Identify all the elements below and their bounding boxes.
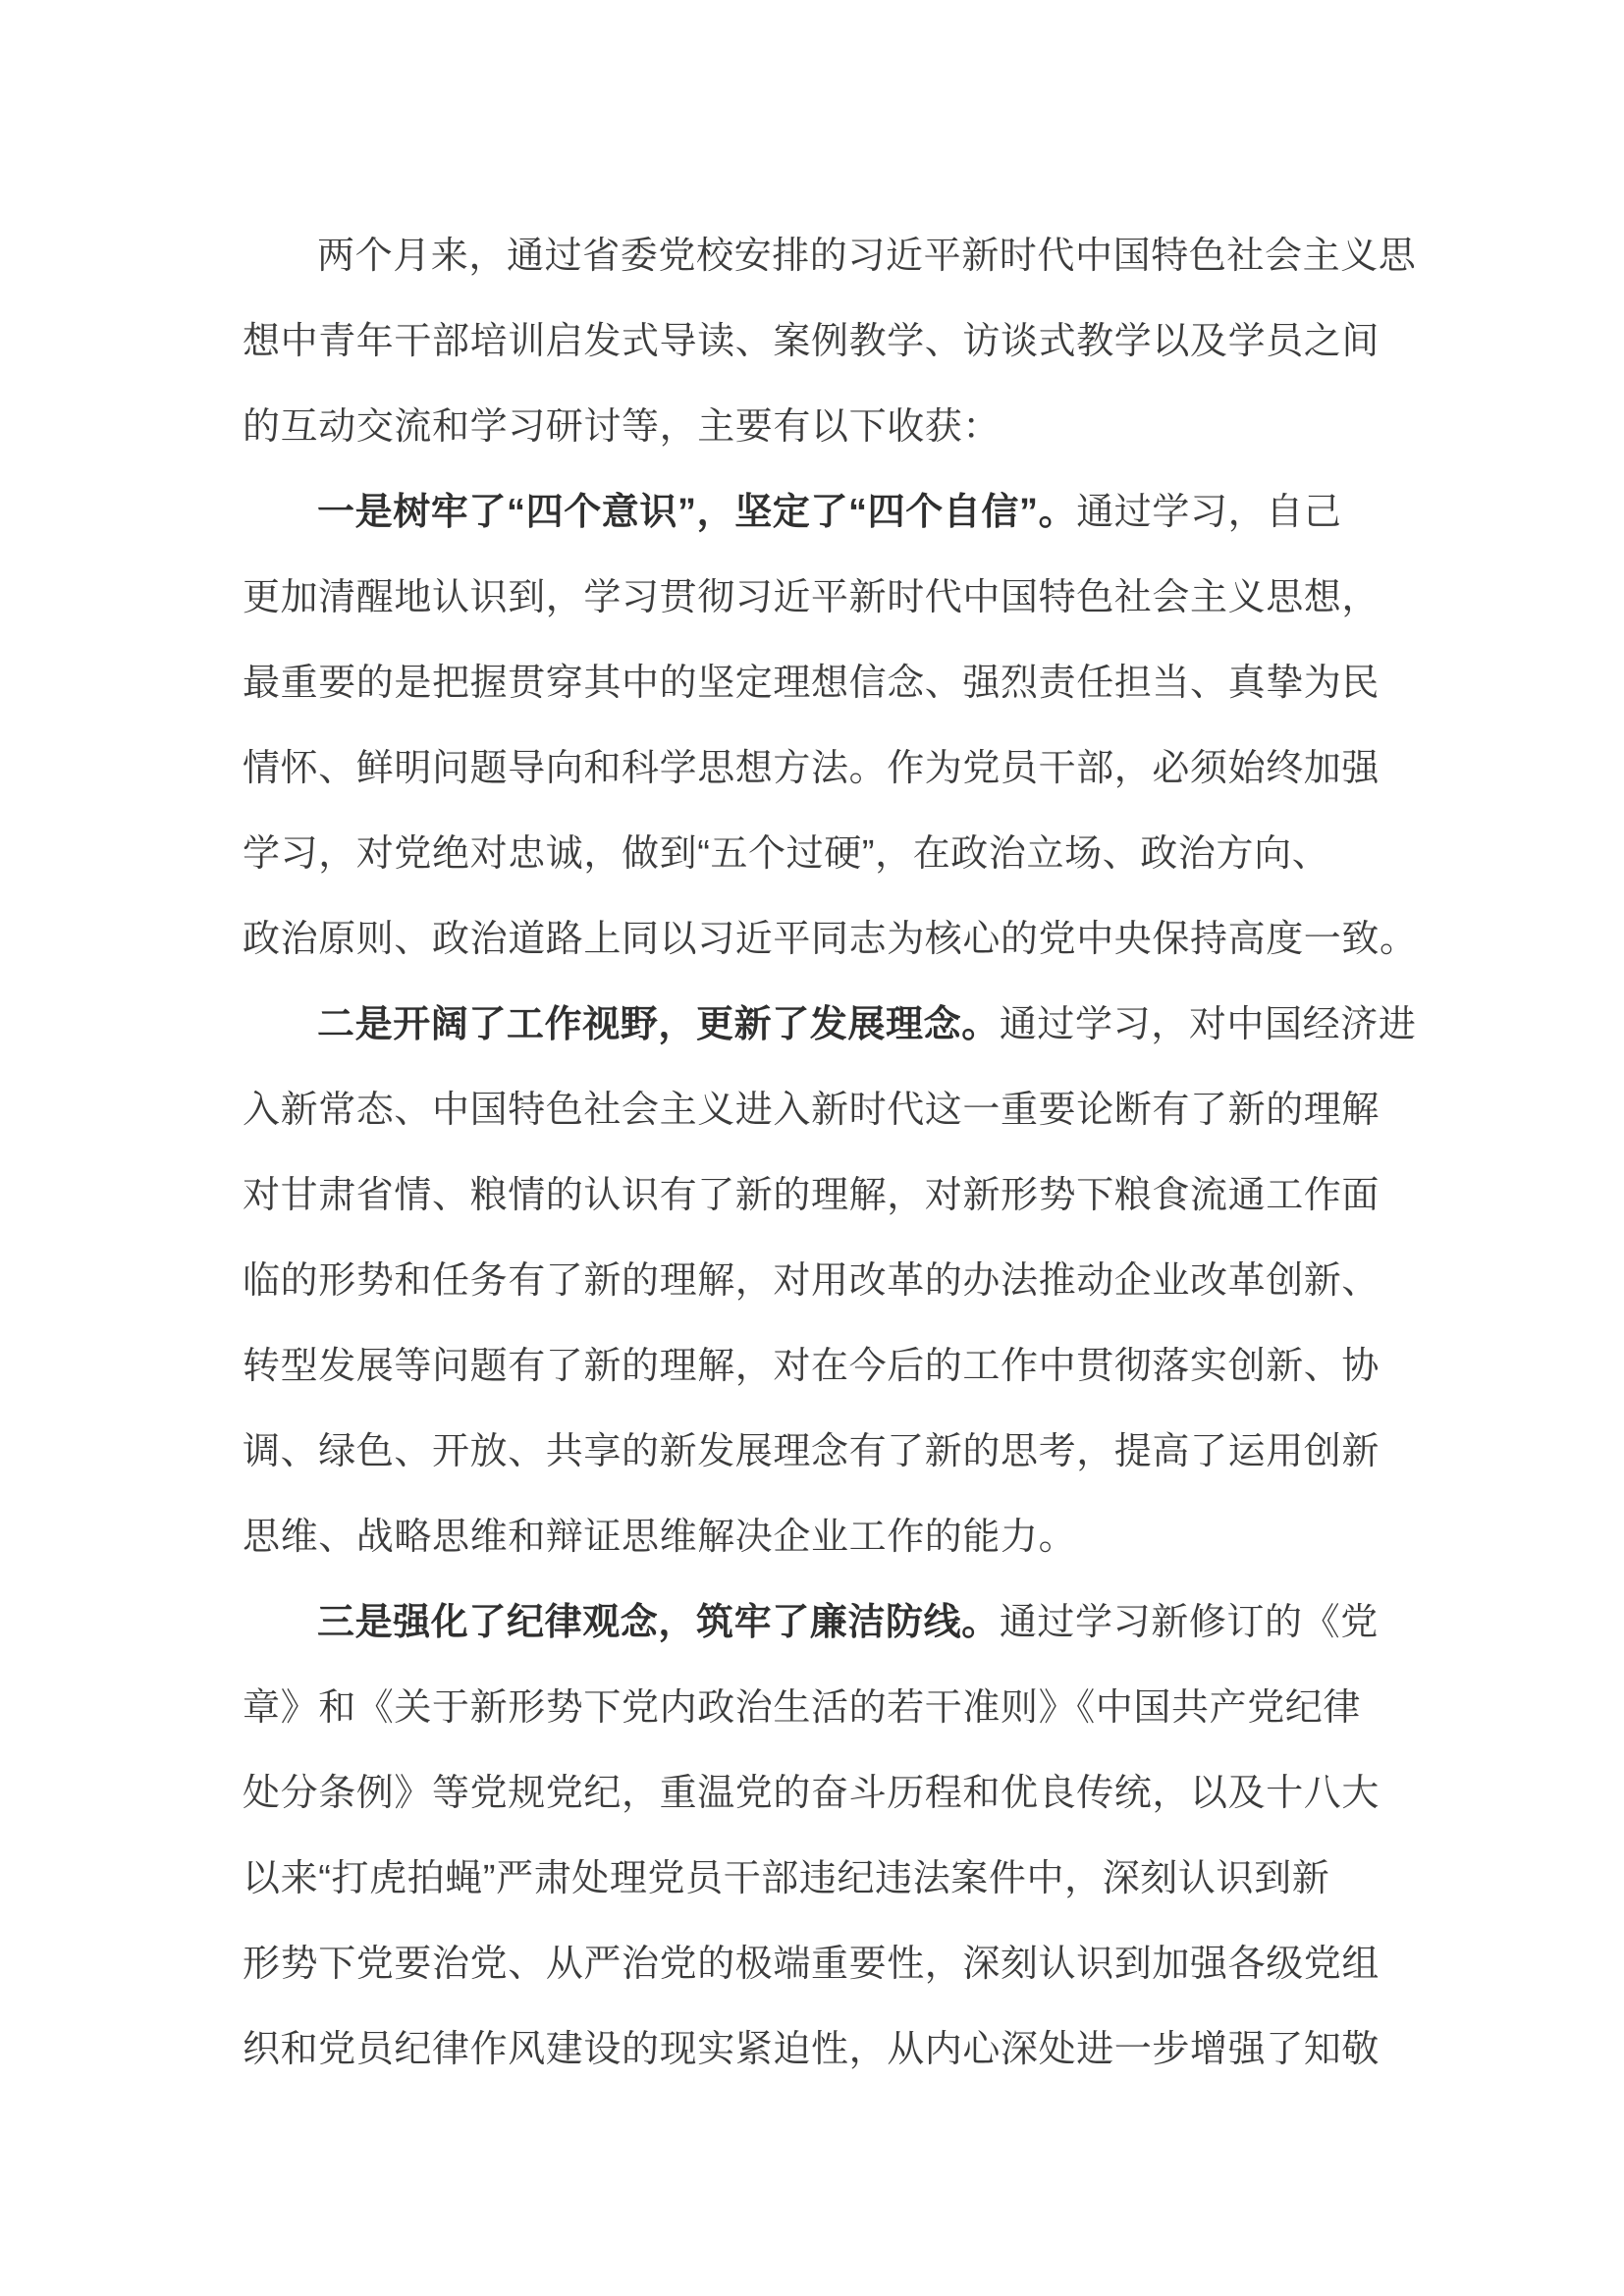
text-run: 织和党员纪律作风建设的现实紧迫性，从内心深处进一步增强了知敬 (243, 2029, 1380, 2070)
text-run: 的互动交流和学习研讨等，主要有以下收获： (243, 406, 1001, 448)
text-line (243, 812, 1406, 897)
bold-text-run: 一是树牢了“四个意识”，坚定了“四个自信”。 (317, 492, 1077, 533)
text-line (243, 1751, 1406, 1837)
text-line (243, 2007, 1406, 2093)
text-line (243, 299, 1406, 385)
text-line (243, 1495, 1406, 1580)
text-run: 调、绿色、开放、共享的新发展理念有了新的思考，提高了运用创新 (243, 1431, 1380, 1472)
text-run: 政治原则、政治道路上同以习近平同志为核心的党中央保持高度一致。 (243, 919, 1418, 960)
text-line (243, 1410, 1406, 1495)
document-body (243, 214, 1418, 2093)
text-run: 处分条例》等党规党纪，重温党的奋斗历程和优良传统，以及十八大 (243, 1773, 1380, 1814)
text-run: 思维、战略思维和辩证思维解决企业工作的能力。 (243, 1517, 1077, 1558)
text-line (243, 726, 1406, 812)
text-line (243, 1324, 1406, 1410)
text-run: 对甘肃省情、粮情的认识有了新的理解，对新形势下粮食流通工作面 (243, 1175, 1380, 1216)
text-run: 通过学习新修订的《党 (999, 1602, 1379, 1643)
text-line (243, 470, 1406, 556)
text-run: 情怀、鲜明问题导向和科学思想方法。作为党员干部，必须始终加强 (243, 748, 1380, 789)
text-run: 最重要的是把握贯穿其中的坚定理想信念、强烈责任担当、真挚为民 (243, 663, 1380, 704)
text-run: 通过学习，对中国经济进 (999, 1004, 1417, 1045)
text-line (243, 1239, 1406, 1324)
text-line (243, 556, 1406, 641)
bold-text-run: 二是开阔了工作视野，更新了发展理念。 (317, 1004, 1000, 1045)
text-line (243, 1837, 1406, 1922)
text-run: 两个月来，通过省委党校安排的习近平新时代中国特色社会主义思 (317, 236, 1417, 277)
bold-text-run: 三是强化了纪律观念，筑牢了廉洁防线。 (317, 1602, 1000, 1643)
text-run: 形势下党要治党、从严治党的极端重要性，深刻认识到加强各级党组 (243, 1944, 1380, 1985)
text-run: 想中青年干部培训启发式导读、案例教学、访谈式教学以及学员之间 (243, 321, 1380, 362)
text-line (243, 214, 1417, 299)
text-line (243, 385, 1406, 470)
text-line (243, 1922, 1406, 2007)
text-line (243, 1153, 1406, 1239)
text-run: 章》和《关于新形势下党内政治生活的若干准则》《中国共产党纪律 (243, 1687, 1362, 1729)
text-run: 转型发展等问题有了新的理解，对在今后的工作中贯彻落实创新、协 (243, 1346, 1380, 1387)
text-line (243, 897, 1418, 983)
text-run: 临的形势和任务有了新的理解，对用改革的办法推动企业改革创新、 (243, 1260, 1380, 1302)
text-run: 以来“打虎拍蝇”严肃处理党员干部违纪违法案件中，深刻认识到新 (243, 1858, 1330, 1899)
text-line (243, 1068, 1406, 1153)
text-line (243, 1666, 1406, 1751)
text-run: 学习，对党绝对忠诚，做到“五个过硬”，在政治立场、政治方向、 (243, 833, 1330, 875)
text-run: 通过学习，自己 (1076, 492, 1342, 533)
text-line (243, 983, 1417, 1068)
text-run: 更加清醒地认识到，学习贯彻习近平新时代中国特色社会主义思想， (243, 577, 1380, 618)
text-line (243, 1580, 1406, 1666)
text-run: 入新常态、中国特色社会主义进入新时代这一重要论断有了新的理解 (243, 1090, 1380, 1131)
text-line (243, 641, 1406, 726)
